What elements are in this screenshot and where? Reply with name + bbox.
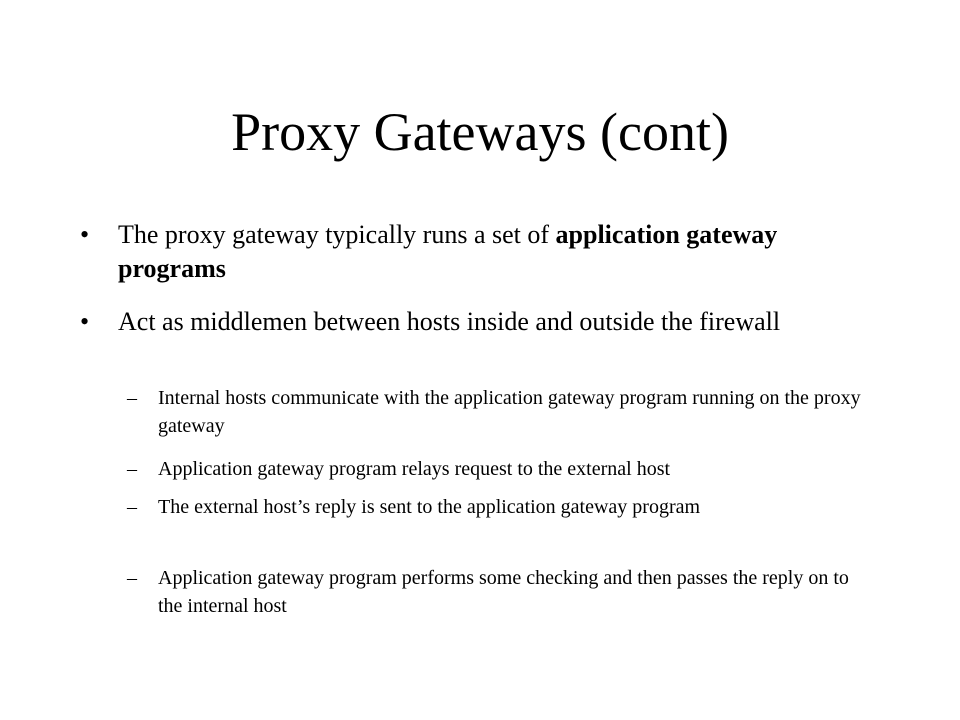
sub-bullet-text: Internal hosts communicate with the application gateway program running on the proxy gateway [158, 387, 861, 437]
sub-bullet-marker: – [127, 387, 137, 409]
sub-bullet-text: Application gateway program relays request to the external host [158, 458, 671, 480]
bullet-text-plain: The proxy gateway typically runs a set of [118, 220, 556, 249]
bullet-marker: • [80, 307, 90, 336]
bullet-text [118, 218, 858, 286]
sub-bullet-marker: – [127, 496, 137, 518]
bullet-marker: • [80, 220, 90, 249]
sub-bullet-marker: – [127, 567, 137, 589]
sub-bullet-marker: – [127, 458, 137, 480]
bullet-text: Act as middlemen between hosts inside and outside the firewall [118, 307, 781, 336]
sub-bullet-text: The external host’s reply is sent to the application gateway program [158, 496, 701, 518]
bullet-text-bold: application gateway programs [118, 220, 778, 283]
sub-bullet-text: Application gateway program performs some checking and then passes the reply on to the internal host [158, 567, 849, 617]
slide-title: Proxy Gateways (cont) [231, 102, 729, 162]
